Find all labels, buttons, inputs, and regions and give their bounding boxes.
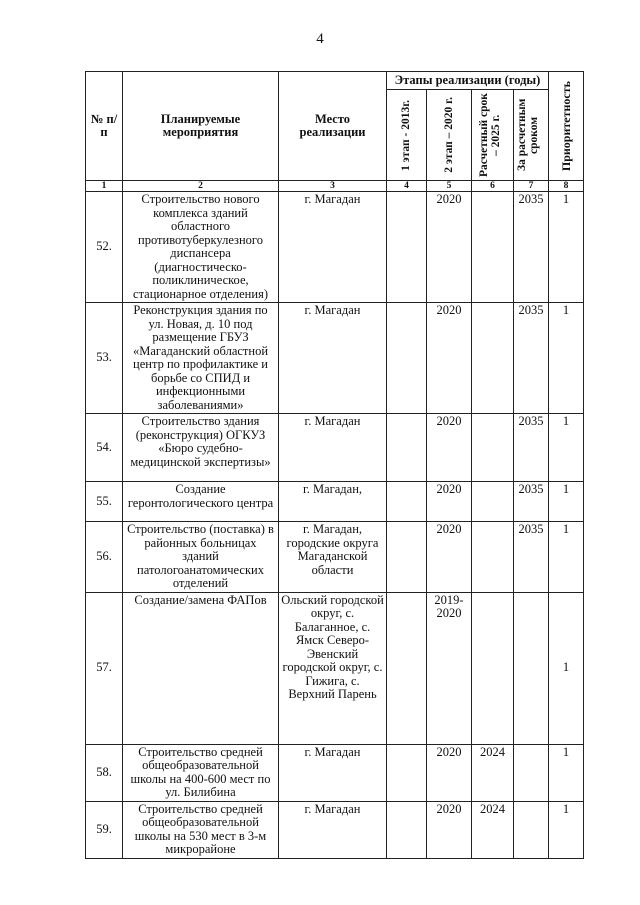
stage3-year: [472, 414, 514, 482]
stage4-year: [514, 744, 549, 801]
stage2-year: 2020: [427, 744, 472, 801]
place: Ольский городской округ, с. Балаганное, с. Ямск Северо-Эвенский городской округ, с. Гижига, с. Верхний Парень: [279, 592, 387, 744]
row-number: 57.: [86, 592, 123, 744]
stage2-year: 2020: [427, 414, 472, 482]
stage3-year: [472, 522, 514, 593]
stage4-year: 2035: [514, 303, 549, 414]
measure-name: Создание геронтологического центра: [123, 482, 279, 522]
measure-name: Строительство здания (реконструкция) ОГКУЗ «Бюро судебно-медицинской экспертизы»: [123, 414, 279, 482]
col-index: 7: [514, 181, 549, 192]
priority: 1: [549, 192, 584, 303]
priority: 1: [549, 414, 584, 482]
measure-name: Строительство нового комплекса зданий областного противотуберкулезного диспансера (диагностическо-поликлиническое, стационарное отделения): [123, 192, 279, 303]
measure-name: Строительство (поставка) в районных больницах зданий патологоанатомических отделений: [123, 522, 279, 593]
row-number: 59.: [86, 801, 123, 858]
plan-table: [85, 71, 584, 859]
col-index: 5: [427, 181, 472, 192]
column-index-row: [86, 181, 584, 192]
stage1-year: [387, 303, 427, 414]
stage1-year: [387, 414, 427, 482]
stage4-year: 2035: [514, 192, 549, 303]
row-number: 55.: [86, 482, 123, 522]
table-row: [86, 592, 584, 744]
stage2-year: 2020: [427, 522, 472, 593]
row-number: 56.: [86, 522, 123, 593]
stage1-year: [387, 801, 427, 858]
place: г. Магадан: [279, 801, 387, 858]
measure-name: Создание/замена ФАПов: [123, 592, 279, 744]
priority: 1: [549, 801, 584, 858]
priority: 1: [549, 744, 584, 801]
header-stage2-cell: [427, 90, 472, 181]
stage4-year: 2035: [514, 414, 549, 482]
place: г. Магадан,: [279, 482, 387, 522]
stage3-year: 2024: [472, 744, 514, 801]
stage1-year: [387, 744, 427, 801]
stage2-year: 2020: [427, 303, 472, 414]
header-stages: Этапы реализации (годы): [387, 72, 549, 90]
header-stage4: За расчетным сроком: [516, 98, 541, 172]
place: г. Магадан: [279, 414, 387, 482]
header-stage4-cell: [514, 90, 549, 181]
stage3-year: 2024: [472, 801, 514, 858]
measure-name: Реконструкция здания по ул. Новая, д. 10 под размещение ГБУЗ «Магаданский областной центр по профилактике и борьбе со СПИД и инфекционными заболеваниями»: [123, 303, 279, 414]
stage2-year: 2020: [427, 192, 472, 303]
priority: 1: [549, 522, 584, 593]
stage2-year: 2020: [427, 482, 472, 522]
stage1-year: [387, 592, 427, 744]
stage3-year: [472, 303, 514, 414]
header-stage2: 2 этап – 2020 г.: [442, 97, 455, 173]
header-num: № п/п: [86, 72, 123, 181]
place: г. Магадан: [279, 192, 387, 303]
priority: 1: [549, 482, 584, 522]
col-index: 1: [86, 181, 123, 192]
stage4-year: 2035: [514, 482, 549, 522]
row-number: 54.: [86, 414, 123, 482]
header-priority-cell: [549, 72, 584, 181]
page-number: 4: [316, 31, 324, 47]
place: г. Магадан: [279, 303, 387, 414]
col-index: 4: [387, 181, 427, 192]
table-row: [86, 744, 584, 801]
stage1-year: [387, 482, 427, 522]
header-priority: Приоритетность: [558, 80, 573, 172]
header-stage3-cell: [472, 90, 514, 181]
stage3-year: [472, 192, 514, 303]
row-number: 52.: [86, 192, 123, 303]
measure-name: Строительство средней общеобразовательной школы на 530 мест в 3-м микрорайоне: [123, 801, 279, 858]
place: г. Магадан: [279, 744, 387, 801]
header-stage1: 1 этап - 2013г.: [400, 99, 413, 171]
stage3-year: [472, 482, 514, 522]
priority: 1: [549, 592, 584, 744]
table-row: [86, 192, 584, 303]
header-stage3: Расчетный срок – 2025 г.: [477, 93, 502, 177]
stage4-year: [514, 592, 549, 744]
table-row: [86, 522, 584, 593]
col-index: 2: [123, 181, 279, 192]
stage4-year: 2035: [514, 522, 549, 593]
stage2-year: 2020: [427, 801, 472, 858]
row-number: 58.: [86, 744, 123, 801]
stage3-year: [472, 592, 514, 744]
header-place: Место реализации: [279, 72, 387, 181]
table-row: [86, 303, 584, 414]
priority: 1: [549, 303, 584, 414]
table-row: [86, 801, 584, 858]
stage4-year: [514, 801, 549, 858]
row-number: 53.: [86, 303, 123, 414]
stage2-year: 2019-2020: [427, 592, 472, 744]
table-row: [86, 482, 584, 522]
place: г. Магадан, городские округа Магаданской области: [279, 522, 387, 593]
measure-name: Строительство средней общеобразовательной школы на 400-600 мест по ул. Билибина: [123, 744, 279, 801]
header-measures: Планируемые мероприятия: [123, 72, 279, 181]
header-stage1-cell: [387, 90, 427, 181]
col-index: 6: [472, 181, 514, 192]
col-index: 3: [279, 181, 387, 192]
col-index: 8: [549, 181, 584, 192]
stage1-year: [387, 522, 427, 593]
stage1-year: [387, 192, 427, 303]
table-row: [86, 414, 584, 482]
